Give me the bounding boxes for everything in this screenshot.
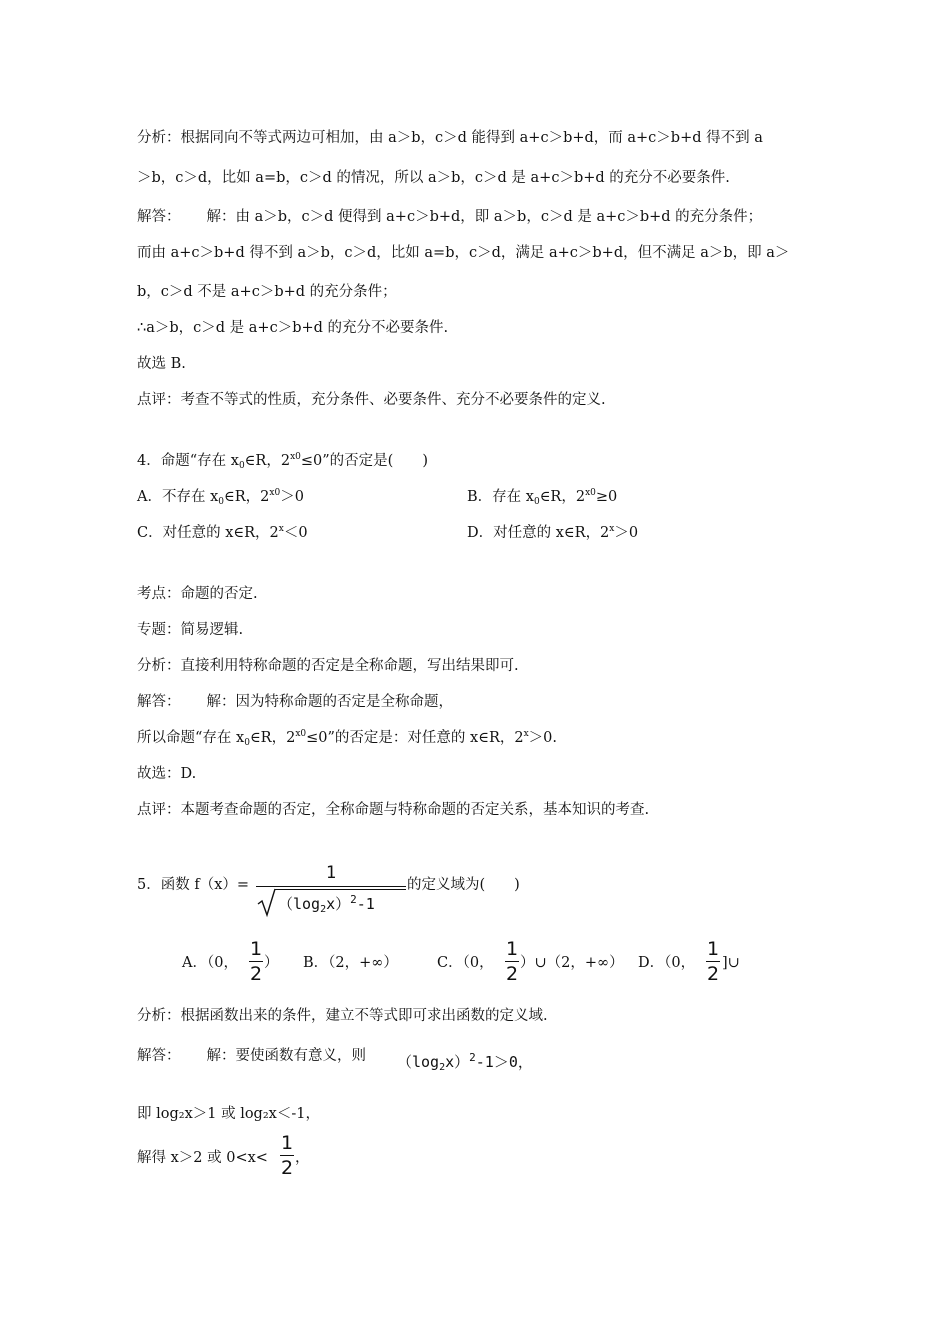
- q5-den-post: -1: [356, 895, 375, 913]
- q4-option-a-sub: 0: [218, 497, 224, 507]
- q3-solution-line1: [137, 207, 762, 227]
- q5-option-a-fraction: [249, 938, 263, 985]
- q4-solution-line2: [137, 728, 557, 748]
- q5-den-sub: 2: [320, 904, 327, 915]
- q5-fraction-radicand-bar: [275, 889, 406, 890]
- q5-solution-text1: 解：要使函数有意义，则: [206, 1048, 366, 1064]
- q5-den-pre: （log: [278, 895, 321, 913]
- q4-option-b-sub: 0: [533, 497, 540, 507]
- q4-option-c: [137, 523, 308, 543]
- q4-option-a: [137, 487, 304, 507]
- q5-solution-line3-post: ，: [295, 1150, 310, 1166]
- q4-stem-post: ≤0”的否定是( ): [300, 453, 428, 469]
- q4-option-c-post: ＜0: [283, 525, 308, 541]
- q5-option-c-bar: [505, 961, 519, 962]
- q4-option-d-pre: D．对任意的 x∈R，2: [467, 525, 610, 541]
- q5-expr-pre: （log: [397, 1053, 440, 1071]
- q4-solution-label: 解答：: [137, 694, 181, 710]
- q5-stem-pre: 5．函数 f（x）=: [137, 877, 250, 893]
- q4-analysis: 分析：直接利用特称命题的否定是全称命题，写出结果即可.: [137, 658, 519, 674]
- q4-solution-line2-post: ＞0.: [528, 730, 558, 746]
- q3-analysis-line1: 分析：根据同向不等式两边可相加，由 a＞b，c＞d 能得到 a+c＞b+d，而 a+c＞b+d 得不到 a: [137, 130, 763, 146]
- q5-option-a-post: ）: [264, 955, 279, 971]
- sqrt-icon: [256, 888, 278, 918]
- q5-option-d-bar: [706, 961, 720, 962]
- q5-solution-den: 2: [280, 1157, 294, 1179]
- q5-option-d-den: 2: [706, 963, 720, 985]
- q3-solution-text1: 解：由 a＞b，c＞d 便得到 a+c＞b+d，即 a＞b，c＞d 是 a+c＞b+d 的充分条件；: [206, 209, 763, 225]
- q5-solution-line3-pre: 解得 x＞2 或 0<x<: [137, 1150, 268, 1166]
- q5-option-a-den: 2: [249, 963, 263, 985]
- q4-option-b-post: ≥0: [595, 489, 618, 505]
- q5-expr-mid: x）: [445, 1053, 470, 1071]
- q4-option-a-post: ＞0: [280, 489, 304, 505]
- q5-option-d-fraction: [706, 938, 720, 985]
- q5-option-a-pre: A．（0，: [182, 955, 238, 971]
- q4-option-b-pre: B．存在 x: [467, 489, 534, 505]
- q4-option-a-pre: A．不存在 x: [137, 489, 219, 505]
- q4-option-a-mid: ∈R，2: [224, 489, 270, 505]
- q4-choice: 故选：D.: [137, 766, 197, 782]
- q4-option-b: [467, 487, 617, 507]
- q5-analysis: 分析：根据函数出来的条件，建立不等式即可求出函数的定义域.: [137, 1008, 548, 1024]
- q5-solution-line2: 即 log₂x＞1 或 log₂x＜-1，: [137, 1106, 320, 1122]
- q3-solution-line4: ∴a＞b，c＞d 是 a+c＞b+d 的充分不必要条件.: [137, 320, 449, 336]
- q5-option-a-num: 1: [249, 938, 263, 960]
- q4-stem-pre: 4．命题“存在 x: [137, 453, 239, 469]
- q3-solution-line3: b，c＞d 不是 a+c＞b+d 的充分条件；: [137, 284, 397, 300]
- q3-solution-line2: 而由 a+c＞b+d 得不到 a＞b，c＞d，比如 a=b，c＞d，满足 a+c＞b+d，但不满足 a＞b，即 a＞: [137, 245, 790, 261]
- q4-option-c-pre: C．对任意的 x∈R，2: [137, 525, 279, 541]
- q5-option-c-num: 1: [505, 938, 519, 960]
- q4-option-b-sup: x0: [585, 488, 596, 498]
- q3-choice: 故选 B.: [137, 356, 186, 372]
- q5-option-d-pre: D．（0，: [638, 955, 696, 971]
- q5-expr-sub: 2: [439, 1062, 446, 1073]
- q4-option-c-sup: x: [278, 524, 284, 534]
- q5-solution-label: 解答：: [137, 1048, 181, 1064]
- q4-solution-line2-mid: ∈R，2: [249, 730, 296, 746]
- q4-stem-sub: 0: [238, 461, 245, 471]
- q4-stem-mid: ∈R，2: [244, 453, 291, 469]
- q3-solution-label: 解答：: [137, 209, 181, 225]
- q3-comment: 点评：考查不等式的性质，充分条件、必要条件、充分不必要条件的定义.: [137, 392, 606, 408]
- q5-expr-post: -1＞0，: [475, 1053, 533, 1071]
- q4-solution-line2-pre: 所以命题“存在 x: [137, 730, 245, 746]
- q5-fraction: [256, 862, 406, 918]
- q5-den-sup: 2: [350, 893, 357, 906]
- q5-option-c-fraction: [505, 938, 519, 985]
- q5-solution-fraction: [280, 1132, 294, 1179]
- q4-option-b-mid: ∈R，2: [539, 489, 586, 505]
- q5-option-d-post: ]∪: [722, 955, 740, 971]
- q4-option-d-post: ＞0: [614, 525, 639, 541]
- q5-expr-sup: 2: [469, 1051, 476, 1064]
- q5-solution-expression: [397, 1052, 533, 1072]
- q5-solution-num: 1: [280, 1132, 294, 1154]
- q5-solution-line1: [137, 1046, 366, 1066]
- q4-solution-line2-mid2: ≤0”的否定是：对任意的 x∈R，2: [306, 730, 524, 746]
- q5-option-c-pre: C．（0，: [437, 955, 494, 971]
- q4-option-d-sup: x: [609, 524, 615, 534]
- q5-den-mid: x）: [326, 895, 351, 913]
- q4-stem-sup: x0: [290, 452, 301, 462]
- q5-option-d-num: 1: [706, 938, 720, 960]
- q5-fraction-numerator: 1: [325, 863, 337, 883]
- q5-solution-bar: [280, 1155, 294, 1156]
- q5-fraction-bar: [256, 886, 406, 887]
- q5-option-b: B．（2，+∞）: [303, 955, 398, 971]
- q4-solution-line1: [137, 692, 453, 712]
- q4-solution-line2-sup2: x: [523, 729, 529, 739]
- q4-subject: 专题：简易逻辑.: [137, 622, 244, 638]
- q5-option-a-bar: [249, 961, 263, 962]
- q4-stem: [137, 451, 428, 471]
- q5-stem-post: 的定义域为( ): [407, 877, 520, 893]
- q4-topic: 考点：命题的否定.: [137, 586, 258, 602]
- q4-option-a-sup: x0: [269, 488, 281, 498]
- q4-comment: 点评：本题考查命题的否定，全称命题与特称命题的否定关系，基本知识的考查.: [137, 802, 650, 818]
- q4-solution-line2-sup: x0: [295, 729, 307, 739]
- q4-option-d: [467, 523, 638, 543]
- q4-solution-line2-sub: 0: [244, 738, 250, 748]
- q4-solution-text1: 解：因为特称命题的否定是全称命题，: [206, 694, 453, 710]
- q3-analysis-line2: ＞b，c＞d，比如 a=b，c＞d 的情况，所以 a＞b，c＞d 是 a+c＞b+d 的充分不必要条件.: [137, 170, 730, 186]
- q5-option-c-den: 2: [505, 963, 519, 985]
- q5-option-c-post: ）∪（2，+∞）: [520, 955, 624, 971]
- q5-fraction-denominator: [278, 894, 375, 914]
